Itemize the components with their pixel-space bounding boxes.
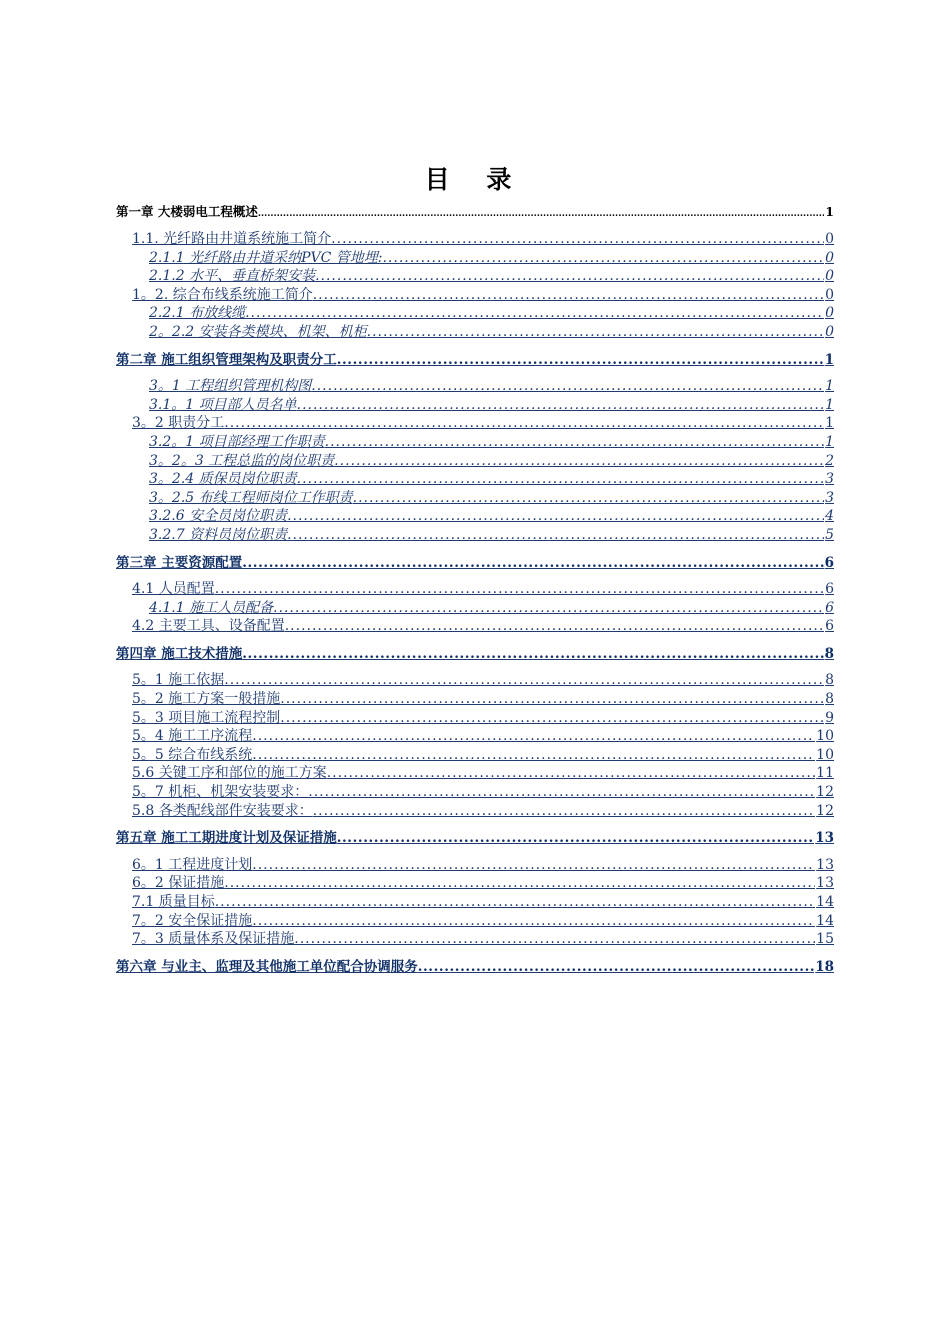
toc-entry-label: 7。2 安全保证措施 [132, 912, 253, 929]
toc-entry-label: 第四章 施工技术措施 [116, 645, 243, 662]
toc-dot-leader [353, 489, 824, 508]
toc-dot-leader [287, 526, 824, 545]
toc-entry-label: 5。1 施工依据 [132, 672, 225, 689]
toc-page-number: 15 [816, 931, 834, 948]
toc-section-link[interactable] [116, 912, 834, 931]
toc-section-link[interactable] [116, 396, 834, 415]
toc-section-link[interactable] [116, 526, 834, 545]
toc-dot-leader [337, 351, 824, 370]
toc-section-link[interactable] [116, 874, 834, 893]
toc-section-link[interactable] [116, 286, 834, 305]
toc-dot-leader [215, 893, 815, 912]
toc-page-number: 12 [816, 784, 834, 801]
toc-section-link[interactable] [116, 249, 834, 268]
toc-entry-label: 第五章 施工工期进度计划及保证措施 [116, 830, 337, 847]
toc-page-number: 0 [825, 268, 834, 285]
toc-page-number: 14 [816, 912, 834, 929]
toc-dot-leader [311, 377, 824, 396]
toc-entry-label: 5。4 施工工序流程 [132, 728, 253, 745]
toc-entry-label: 7。3 质量体系及保证措施 [132, 931, 295, 948]
toc-page-number: 0 [825, 286, 834, 303]
toc-page-number: 0 [825, 231, 834, 247]
toc-entry-label: 3.2。1 项目部经理工作职责 [149, 433, 325, 450]
toc-dot-leader [280, 709, 824, 728]
toc-section-link[interactable] [116, 746, 834, 765]
toc-spacer [116, 369, 834, 377]
toc-entry-label: 3。2 职责分工 [132, 415, 225, 432]
toc-page-number: 6 [825, 581, 834, 598]
toc-page-number: 4 [825, 508, 834, 525]
toc-page-number: 1 [825, 396, 834, 413]
toc-entry-label: 3.2.7 资料员岗位职责 [149, 526, 288, 543]
toc-entry-label: 3.1。1 项目部人员名单 [149, 396, 297, 413]
toc-entry-label: 2.1.1 光纤路由井道采纳PVC 管地埋: [149, 249, 383, 266]
toc-entry-label: 6。1 工程进度计划 [132, 856, 253, 873]
toc-section-link[interactable] [116, 802, 834, 821]
toc-section-link[interactable] [116, 580, 834, 599]
toc-page-number: 11 [816, 765, 834, 782]
toc-entry-label: 第六章 与业主、监理及其他施工单位配合协调服务 [116, 958, 418, 975]
toc-section-link[interactable] [116, 727, 834, 746]
toc-dot-leader [297, 470, 824, 489]
toc-title: 目 录 [424, 165, 526, 194]
toc-section-link[interactable] [116, 856, 834, 875]
toc-section-link[interactable] [116, 930, 834, 949]
toc-chapter-link[interactable] [116, 351, 834, 370]
toc-page-number: 13 [816, 856, 834, 873]
toc-dot-leader [285, 617, 824, 636]
toc-section-link[interactable] [116, 470, 834, 489]
toc-entry-label: 2.2.1 布放线缆 [149, 305, 246, 322]
toc-spacer [116, 663, 834, 671]
toc-page-number: 1 [825, 415, 834, 432]
toc-dot-leader [334, 452, 824, 471]
toc-dot-leader [215, 580, 824, 599]
toc-section-link[interactable] [116, 709, 834, 728]
toc-chapter-link[interactable] [116, 958, 834, 977]
toc-spacer [116, 848, 834, 856]
toc-entry-label: 1.1. 光纤路由井道系统施工简介 [132, 231, 332, 247]
toc-page-number: 12 [816, 802, 834, 819]
toc-dot-leader [224, 414, 824, 433]
toc-section-link[interactable] [116, 617, 834, 636]
toc-dot-leader [242, 554, 823, 573]
toc-dot-leader [287, 507, 824, 526]
toc-entry-label: 3。2。3 工程总监的岗位职责 [149, 452, 335, 469]
toc-chapter-link[interactable] [116, 554, 834, 573]
toc-entry-label: 3。2.5 布线工程师岗位工作职责 [149, 489, 353, 506]
toc-section-link[interactable] [116, 323, 834, 342]
toc-entry-label: 2。2.2 安装各类模块、机架、机柜 [149, 323, 367, 340]
toc-dot-leader [331, 230, 824, 249]
toc-page-number: 6 [824, 554, 834, 571]
toc-page-number: 13 [815, 830, 834, 847]
toc-dot-leader [367, 323, 824, 342]
toc-page-number: 1 [825, 433, 834, 450]
toc-section-link[interactable] [116, 690, 834, 709]
toc-section-link[interactable] [116, 377, 834, 396]
toc-entry-label: 2.1.2 水平、垂直桥架安装 [149, 268, 316, 285]
toc-page-number: 8 [824, 645, 834, 662]
toc-dot-leader [242, 645, 823, 664]
toc-dot-leader [337, 829, 815, 848]
toc-entry-label: 5。2 施工方案一般措施 [132, 691, 281, 708]
toc-spacer [116, 572, 834, 580]
toc-entry-label: 5.8 各类配线部件安装要求： [132, 802, 313, 819]
toc-page-number: 1 [825, 204, 834, 219]
toc-dot-leader [313, 286, 824, 305]
toc-section-link[interactable] [116, 433, 834, 452]
toc-entry-label: 5。5 综合布线系统 [132, 746, 253, 763]
toc-entry-label: 第二章 施工组织管理架构及职责分工 [116, 351, 337, 368]
toc-dot-leader [273, 599, 824, 618]
toc-section-link[interactable] [116, 267, 834, 286]
table-of-contents [116, 202, 834, 976]
toc-dot-leader [325, 433, 824, 452]
toc-page-number: 13 [816, 875, 834, 892]
toc-entry-label: 4.1.1 施工人员配备 [149, 599, 274, 616]
toc-dot-leader [245, 304, 824, 323]
toc-dot-leader [224, 671, 824, 690]
toc-page-number: 6 [825, 618, 834, 635]
toc-page-number: 10 [816, 728, 834, 745]
toc-entry-label: 6。2 保证措施 [132, 875, 225, 892]
toc-entry-label: 4.1 人员配置 [132, 581, 215, 598]
toc-page-number: 0 [825, 323, 834, 340]
toc-dot-leader [252, 856, 815, 875]
toc-dot-leader [280, 690, 824, 709]
toc-dot-leader [294, 930, 815, 949]
toc-page-number: 9 [825, 709, 834, 726]
toc-dot-leader [308, 783, 815, 802]
toc-section-link[interactable] [116, 414, 834, 433]
toc-dot-leader [252, 727, 815, 746]
toc-spacer [116, 222, 834, 230]
toc-section-link[interactable] [116, 304, 834, 323]
toc-chapter-link[interactable] [116, 645, 834, 664]
toc-dot-leader [258, 204, 824, 222]
toc-section-link[interactable] [116, 783, 834, 802]
toc-page-number: 5 [825, 526, 834, 543]
toc-page-number: 0 [825, 249, 834, 266]
toc-page-number: 0 [825, 305, 834, 322]
toc-section-link[interactable] [116, 893, 834, 912]
toc-page-number: 2 [825, 452, 834, 469]
toc-entry-label: 5.6 关键工序和部位的施工方案 [132, 765, 327, 782]
toc-entry-label: 5。7 机柜、机架安装要求： [132, 784, 309, 801]
toc-section-link[interactable] [116, 452, 834, 471]
toc-page-number: 10 [816, 746, 834, 763]
toc-page-number: 6 [825, 599, 834, 616]
toc-page-number: 1 [825, 378, 834, 395]
toc-dot-leader [224, 874, 815, 893]
toc-entry-label: 第三章 主要资源配置 [116, 554, 243, 571]
toc-dot-leader [327, 764, 815, 783]
toc-page-number: 3 [825, 489, 834, 506]
toc-dot-leader [382, 249, 824, 268]
toc-page-number: 8 [825, 672, 834, 689]
toc-section-link[interactable] [116, 599, 834, 618]
toc-page-number: 1 [824, 351, 834, 368]
toc-dot-leader [297, 396, 824, 415]
toc-chapter-link[interactable] [116, 829, 834, 848]
toc-page-number: 14 [816, 894, 834, 910]
toc-entry-label: 第一章 大楼弱电工程概述 [116, 204, 258, 219]
toc-dot-leader [252, 912, 815, 931]
toc-section-link[interactable] [116, 507, 834, 526]
toc-section-link[interactable] [116, 230, 834, 249]
toc-entry-label: 3。1 工程组织管理机构图 [149, 378, 312, 395]
toc-entry-label: 1。2. 综合布线系统施工简介 [132, 286, 313, 303]
toc-entry-label: 4.2 主要工具、设备配置 [132, 618, 285, 635]
toc-entry-label: 3.2.6 安全员岗位职责 [149, 508, 288, 525]
toc-dot-leader [313, 802, 815, 821]
toc-section-link[interactable] [116, 489, 834, 508]
toc-entry-label: 3。2.4 质保员岗位职责 [149, 471, 297, 488]
toc-dot-leader [418, 958, 815, 977]
toc-section-link[interactable] [116, 671, 834, 690]
toc-page-number: 8 [825, 691, 834, 708]
toc-dot-leader [252, 746, 815, 765]
toc-page-number: 18 [815, 958, 834, 975]
toc-dot-leader [315, 267, 824, 286]
toc-chapter-link[interactable] [116, 202, 834, 222]
toc-entry-label: 7.1 质量目标 [132, 894, 215, 910]
toc-section-link[interactable] [116, 764, 834, 783]
toc-entry-label: 5。3 项目施工流程控制 [132, 709, 281, 726]
toc-page-number: 3 [825, 471, 834, 488]
